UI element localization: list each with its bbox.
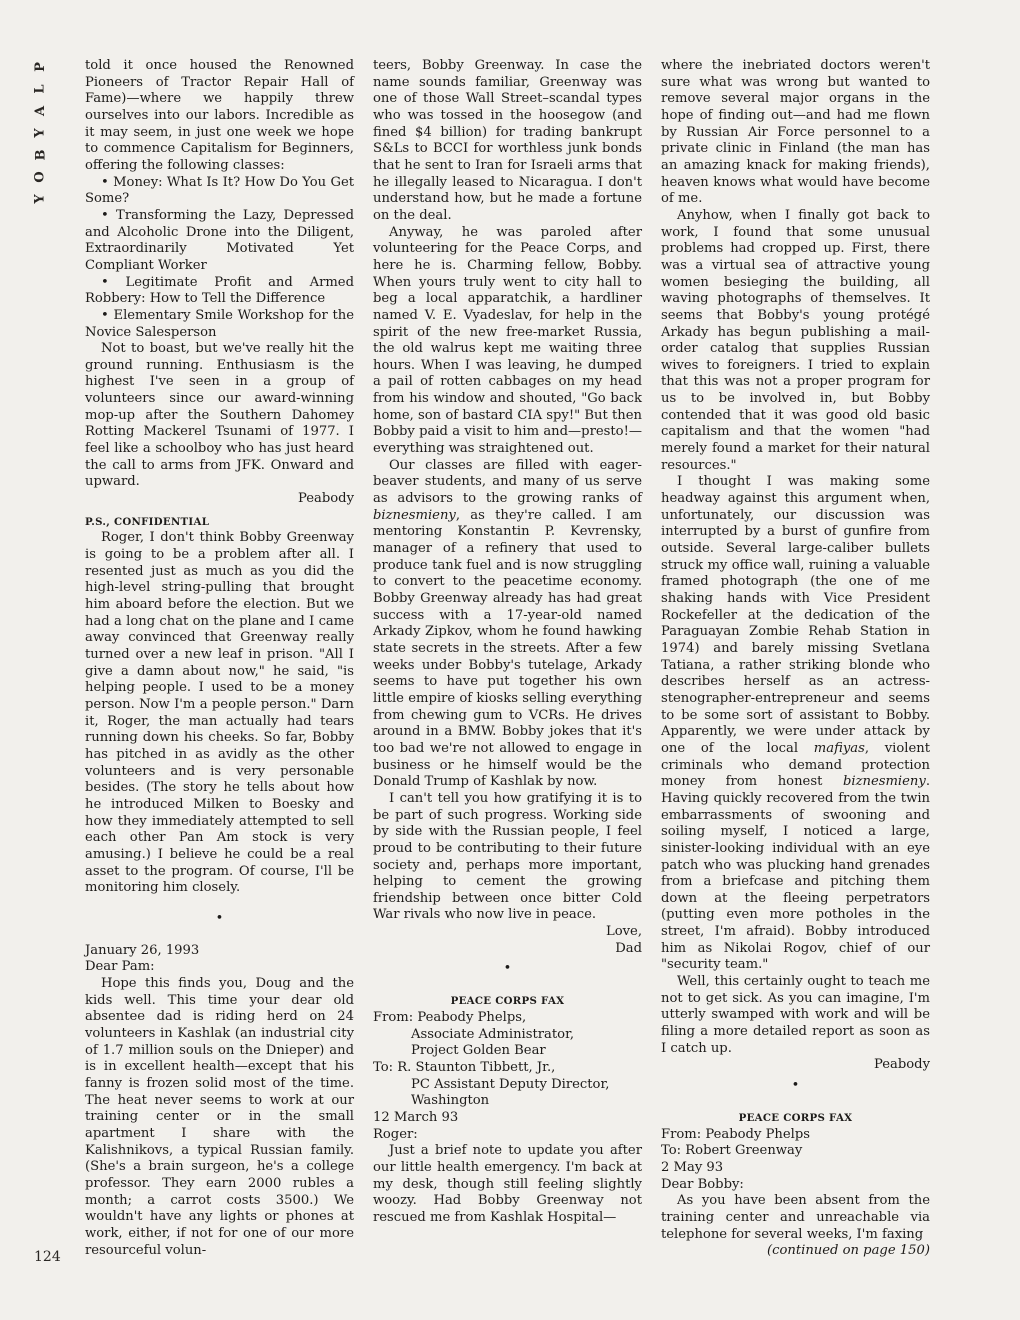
paragraph: Not to boast, but we've really hit the ground running. Enthusiasm is the highest I've seen in a group of volunteers since our award-winning mop-up after the Southern Dahomey Rotting Mackerel Tsunami of 1977. I feel like a schoolboy who has just heard the call to arms from JFK. Onward and upward. [85, 341, 354, 490]
paragraph [373, 458, 642, 791]
paragraph: where the inebriated doctors weren't sure what was wrong but wanted to remove several major organs in the hope of finding out—and had me flown by Russian Air Force personnel to a private clinic in Finland (the man has an amazing knack for making friends), heaven knows what would have become of me. [661, 58, 930, 207]
fax-date: 2 May 93 [661, 1160, 724, 1175]
paragraph: Hope this finds you, Doug and the kids well. This time your dear old absentee dad is riding herd on 24 volunteers in Kashlak (an industrial city of 1.7 million souls on the Dnieper) and is in excellent health—except that his fanny is frozen solid most of the time. The heat never seems to work at our training center or in the small apartment I share with the Kalishnikovs, a typical Russian family. (She's a brain surgeon, he's a college professor. They earn 2000 rubles a month; a carrot costs 3500.) We wouldn't have any lights or phones at work, either, if not for one of our more resourceful volun- [85, 976, 354, 1258]
paragraph: teers, Bobby Greenway. In case the name sounds familiar, Greenway was one of those Wall Street–scandal types who was tossed in the hoosegow (and fined $4 billion) for trading bankrupt S&Ls to BCCI for worthless junk bonds that he sent to Iran for Israeli arms that he illegally leased to Nicaragua. I don't understand how, but he made a fortune on the deal. [373, 58, 642, 223]
letter-closing: Love, [605, 924, 642, 940]
paragraph: Just a brief note to update you after our little health emergency. I'm back at my desk, though still feeling slightly woozy. Had Bobby Greenway not rescued me from Kashlak Hospital— [373, 1143, 642, 1225]
letter-salutation: Dear Bobby: [661, 1176, 744, 1192]
paragraph: I can't tell you how gratifying it is to be part of such progress. Working side by side with the Russian people, I feel proud to be contributing to their future society and, perhaps more important, helping to cement the growing friendship between once bitter Cold War rivals who now live in peace. [373, 790, 642, 923]
section-separator: • [791, 1078, 800, 1094]
paragraph: told it once housed the Renowned Pioneers of Tractor Repair Hall of Fame)—where we happily threw ourselves into our labors. Incredible as it may seem, in just one week we hope to commence Capitalism for Beginners, offering the following classes: [85, 58, 354, 173]
text-run: . Having quickly recovered from the twin embarrassments of swooning and soiling myself, I noticed a large, sinister-looking individual with an eye patch who was plucking hand grenades from a briefcase and pitching them down at the fleeing perpetrators (putting even more potholes in the street, I'm afraid). Bobby introduced him as Nikolai Rogov, chief of our "security team." [661, 774, 930, 973]
emphasis: mafiyas [813, 740, 865, 756]
fax-to-location: Washington [411, 1093, 490, 1109]
text-column-3 [661, 58, 930, 1260]
class-list-item: • Money: What Is It? How Do You Get Some? [85, 174, 354, 207]
class-list-item: • Transforming the Lazy, Depressed and Alcoholic Drone into the Diligent, Extraordinarily Motivated Yet Compliant Worker [85, 207, 354, 273]
signature: Peabody [297, 491, 354, 507]
class-list-item: • Elementary Smile Workshop for the Novice Salesperson [85, 307, 354, 340]
paragraph: Roger, I don't think Bobby Greenway is going to be a problem after all. I resented just as much as you did the high-level string-pulling that brought him aboard before the election. But we had a long chat on the plane and I came away convinced that Greenway really turned over a new leaf in prison. "All I give a damn about now," he said, "is helping people. I used to be a money person. Now I'm a people person." Darn it, Roger, the man actually had tears running down his cheeks. So far, Bobby has pitched in as avidly as the other volunteers and is very personable besides. (The story he tells about how he introduced Milken to Boesky and how they immediately attempted to sell each other Pan Am stock is very amusing.) I believe he could be a real asset to the program. Of course, I'll be monitoring him closely. [85, 530, 354, 896]
letter-date: January 26, 1993 [85, 942, 200, 958]
continuation-note: (continued on page 150) [766, 1243, 930, 1259]
letter-salutation: Roger: [373, 1126, 418, 1142]
running-head-letter: P [33, 62, 48, 72]
ps-heading: P.S., CONFIDENTIAL [85, 515, 210, 528]
paragraph: Anyway, he was paroled after volunteering for the Peace Corps, and here he is. Charming fellow, Bobby. When yours truly went to city hall to beg a local apparatchik, a hardliner named V. E. Vyadeslav, for help in the spirit of the new free-market Russia, the old walrus kept me waiting three hours. When I was leaving, he dumped a pail of rotten cabbages on my head from his window and shouted, "Go back home, son of bastard CIA spy!" But then Bobby paid a visit to him and—presto!—everything was straightened out. [373, 224, 642, 457]
fax-from: From: Peabody Phelps, [373, 1010, 527, 1026]
section-separator: • [503, 961, 512, 977]
class-list-item: • Legitimate Profit and Armed Robbery: How to Tell the Difference [85, 274, 354, 307]
page-number: 124 [34, 1249, 61, 1265]
running-head-letter: A [33, 105, 48, 117]
text-column-1 [85, 58, 354, 1259]
fax-to-title: PC Assistant Deputy Director, [411, 1076, 610, 1092]
running-head-letter: B [33, 149, 48, 161]
letter-salutation: Dear Pam: [85, 959, 155, 975]
running-head-letter: O [32, 171, 48, 183]
fax-from-project: Project Golden Bear [411, 1043, 546, 1059]
running-head [30, 56, 52, 210]
fax-date: 12 March 93 [373, 1110, 459, 1126]
text-run: , as they're called. I am mentoring Konstantin P. Kevrensky, manager of a refinery that used to produce tank fuel and is now struggling to convert to the peacetime economy. Bobby Greenway already has had great success with a 17-year-old named Arkady Zipkov, whom he found hawking state secrets in the streets. After a few weeks under Bobby's tutelage, Arkady seems to have put together his own little empire of kiosks selling everything from chewing gum to VCRs. He drives around in a BMW. Bobby jokes that it's too bad we're not allowed to engage in business or he himself would be the Donald Trump of Kashlak by now. [373, 507, 642, 790]
running-head-letter: Y [33, 128, 48, 138]
text-column-2 [373, 58, 642, 1227]
running-head-letter: Y [33, 194, 48, 204]
text-run: , violent criminals who demand protection money from honest [661, 740, 930, 790]
paragraph: As you have been absent from the training center and unreachable via telephone for several weeks, I'm faxing [661, 1193, 930, 1242]
letter-closing-name: Dad [615, 940, 642, 956]
section-separator: • [215, 910, 224, 926]
emphasis: biznesmieny [842, 774, 926, 790]
signature: Peabody [873, 1057, 930, 1073]
running-head-letter: L [32, 84, 48, 94]
fax-heading: PEACE CORPS FAX [450, 995, 565, 1008]
text-run: Our classes are filled with eager-beaver students, and many of us serve as advisors to the growing ranks of [373, 457, 642, 507]
text-run: I thought I was making some headway against this argument when, unfortunately, our discussion was interrupted by a burst of gunfire from outside. Several large-caliber bullets struck my office wall, ruining a valuable framed photograph (the one of me shaking hands with Vice President Rockefeller at the dedication of the Paraguayan Zombie Rehab Station in 1974) and barely missing Svetlana Tatiana, a rather striking blonde who describes herself as an actress-stenographer-entrepreneur and seems to be some sort of assistant to Bobby. Apparently, we were under attack by one of the local [661, 474, 930, 756]
paragraph [661, 474, 930, 974]
fax-to: To: R. Staunton Tibbett, Jr., [373, 1060, 556, 1076]
fax-from-title: Associate Administrator, [411, 1026, 575, 1042]
fax-heading: PEACE CORPS FAX [738, 1112, 853, 1125]
paragraph: Anyhow, when I finally got back to work, I found that some unusual problems had cropped up. First, there was a virtual sea of attractive young women besieging the building, all waving photographs of themselves. It seems that Bobby's young protégé Arkady has begun publishing a mail-order catalog that supplies Russian wives to foreigners. I tried to explain that this was not a proper program for us to be involved in, but Bobby contended that it was good old basic capitalism and that the women "had merely found a market for their natural resources." [661, 207, 930, 473]
fax-to: To: Robert Greenway [661, 1143, 803, 1159]
emphasis: biznesmieny [373, 507, 456, 523]
paragraph: Well, this certainly ought to teach me not to get sick. As you can imagine, I'm utterly swamped with work and will be filing a more detailed report as soon as I catch up. [661, 974, 930, 1056]
fax-from: From: Peabody Phelps [661, 1126, 811, 1142]
